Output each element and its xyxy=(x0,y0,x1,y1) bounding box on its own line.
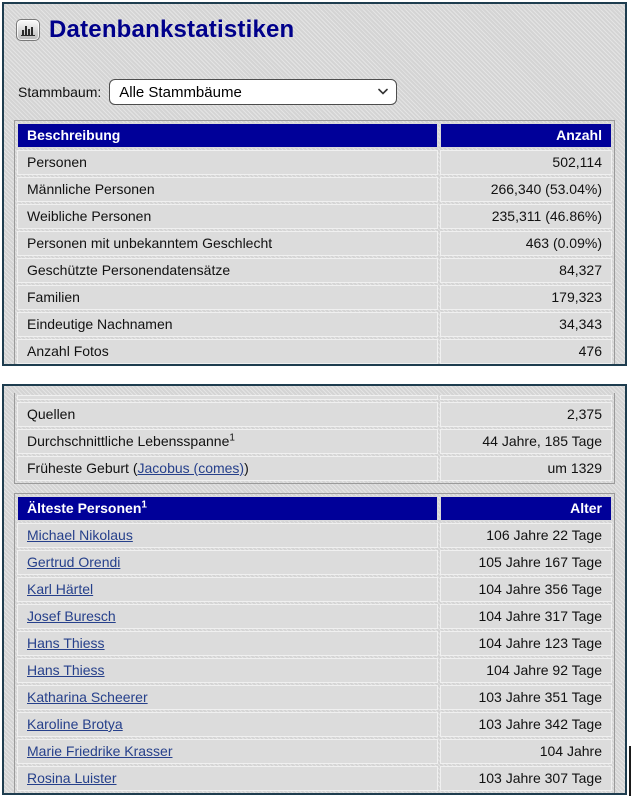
person-name-cell xyxy=(17,685,438,710)
clipped-row xyxy=(17,395,612,400)
value-cell: 104 Jahre 317 Tage xyxy=(440,604,612,629)
person-name-cell xyxy=(17,523,438,548)
column-header-description: Beschreibung xyxy=(17,123,438,148)
person-link[interactable]: Gertrud Orendi xyxy=(27,554,121,570)
value-cell: 105 Jahre 167 Tage xyxy=(440,550,612,575)
person-link[interactable]: Rosina Luister xyxy=(27,770,117,786)
table-row xyxy=(17,231,612,256)
clipped-cell xyxy=(17,395,438,400)
table-row xyxy=(17,339,612,364)
stat-description: Durchschnittliche Lebensspanne$^1$ xyxy=(17,429,438,454)
value-cell: 463 (0.09%) xyxy=(440,231,612,256)
page-header xyxy=(16,15,615,45)
value-cell: 266,340 (53.04%) xyxy=(440,177,612,202)
table-row xyxy=(17,631,612,656)
value-cell: 44 Jahre, 185 Tage xyxy=(440,429,612,454)
person-link[interactable]: Katharina Scheerer xyxy=(27,689,148,705)
table-row xyxy=(17,604,612,629)
person-link[interactable]: Karl Härtel xyxy=(27,581,94,597)
column-header-oldest-persons: Älteste Personen$^1$ xyxy=(17,496,438,521)
table-row xyxy=(17,712,612,737)
table-row xyxy=(17,685,612,710)
stat-description: Früheste Geburt (Jacobus (comes)) xyxy=(17,456,438,481)
table-row xyxy=(17,312,612,337)
value-cell: 104 Jahre 356 Tage xyxy=(440,577,612,602)
tree-selector-label: Stammbaum: xyxy=(18,84,102,100)
person-name-cell xyxy=(17,766,438,791)
table-row xyxy=(17,523,612,548)
person-name-cell xyxy=(17,577,438,602)
table-row xyxy=(17,204,612,229)
value-cell: 235,311 (46.86%) xyxy=(440,204,612,229)
value-cell: 104 Jahre 92 Tage xyxy=(440,658,612,683)
column-header-age: Alter xyxy=(440,496,612,521)
table-row xyxy=(17,177,612,202)
stat-description: Personen mit unbekanntem Geschlecht xyxy=(17,231,438,256)
person-link[interactable]: Josef Buresch xyxy=(27,608,116,624)
person-name-cell xyxy=(17,658,438,683)
stat-description: Eindeutige Nachnamen xyxy=(17,312,438,337)
tree-select[interactable] xyxy=(109,79,397,105)
person-name-cell xyxy=(17,631,438,656)
value-cell: 104 Jahre 123 Tage xyxy=(440,631,612,656)
stat-description: Personen xyxy=(17,150,438,175)
page-top-panel xyxy=(2,2,627,366)
stat-description: Geschützte Personendatensätze xyxy=(17,258,438,283)
table-header-row xyxy=(17,123,612,148)
person-name-cell xyxy=(17,712,438,737)
column-header-count: Anzahl xyxy=(440,123,612,148)
table-row xyxy=(17,402,612,427)
value-cell: 2,375 xyxy=(440,402,612,427)
table-row xyxy=(17,429,612,454)
table-row xyxy=(17,150,612,175)
person-link[interactable]: Hans Thiess xyxy=(27,635,105,651)
page-scrolled-panel xyxy=(2,384,627,795)
stat-description: Anzahl Fotos xyxy=(17,339,438,364)
person-link[interactable]: Karoline Brotya xyxy=(27,716,123,732)
clipped-cell xyxy=(440,395,612,400)
oldest-persons-table xyxy=(14,493,615,794)
value-cell: 502,114 xyxy=(440,150,612,175)
table-row xyxy=(17,285,612,310)
value-cell: 103 Jahre 351 Tage xyxy=(440,685,612,710)
person-link[interactable]: Michael Nikolaus xyxy=(27,527,133,543)
statistics-bar-chart-icon xyxy=(16,19,40,41)
stat-description: Weibliche Personen xyxy=(17,204,438,229)
table-row xyxy=(17,739,612,764)
value-cell: 179,323 xyxy=(440,285,612,310)
scrollbar[interactable] xyxy=(629,746,631,796)
value-cell: 34,343 xyxy=(440,312,612,337)
table-header-row xyxy=(17,496,612,521)
person-link[interactable]: Marie Friedrike Krasser xyxy=(27,743,173,759)
tree-selector-row xyxy=(18,79,615,105)
table-row xyxy=(17,258,612,283)
table-row xyxy=(17,550,612,575)
value-cell: 476 xyxy=(440,339,612,364)
value-cell: 106 Jahre 22 Tage xyxy=(440,523,612,548)
table-row xyxy=(17,766,612,791)
value-cell: 104 Jahre xyxy=(440,739,612,764)
value-cell: 103 Jahre 307 Tage xyxy=(440,766,612,791)
person-name-cell xyxy=(17,550,438,575)
stat-description: Familien xyxy=(17,285,438,310)
value-cell: 103 Jahre 342 Tage xyxy=(440,712,612,737)
table-row xyxy=(17,456,612,481)
database-statistics-table-continued xyxy=(14,393,615,484)
database-statistics-table xyxy=(14,120,615,366)
person-name-cell xyxy=(17,604,438,629)
page-title: Datenbankstatistiken xyxy=(49,16,295,43)
table-row xyxy=(17,658,612,683)
value-cell: um 1329 xyxy=(440,456,612,481)
table-row xyxy=(17,577,612,602)
person-link[interactable]: Jacobus (comes) xyxy=(137,460,245,476)
stat-description: Männliche Personen xyxy=(17,177,438,202)
stat-description: Quellen xyxy=(17,402,438,427)
person-link[interactable]: Hans Thiess xyxy=(27,662,105,678)
person-name-cell xyxy=(17,739,438,764)
value-cell: 84,327 xyxy=(440,258,612,283)
